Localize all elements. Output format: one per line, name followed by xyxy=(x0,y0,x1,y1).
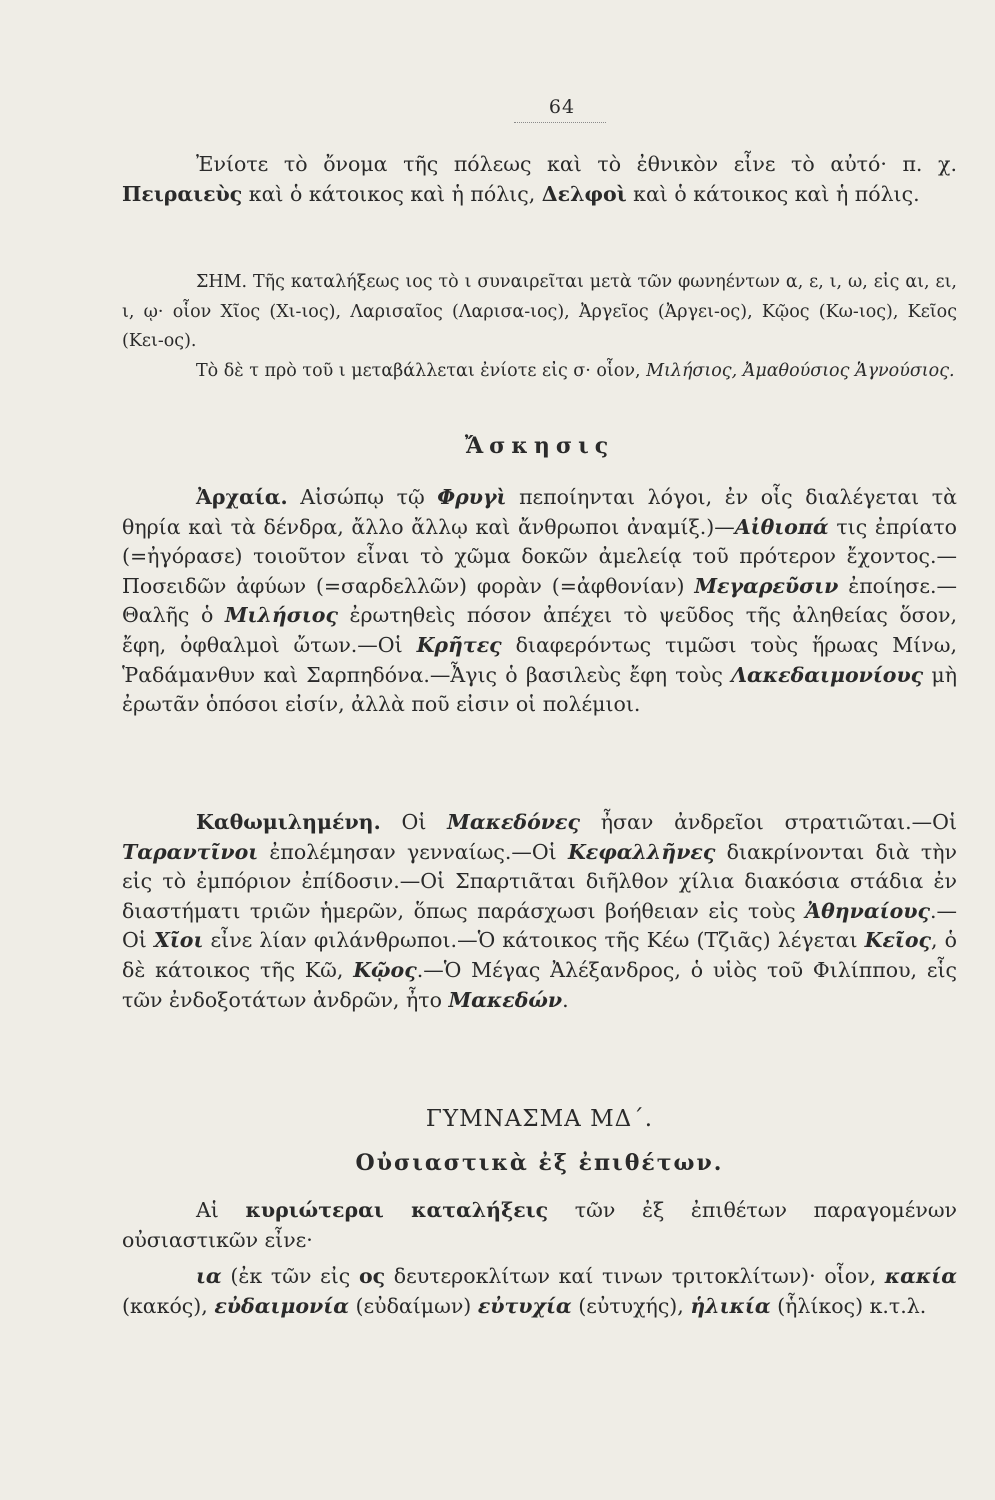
note-block xyxy=(122,268,957,386)
term-delphoi: Δελφοὶ xyxy=(541,181,627,206)
text-run: .—Ὁ Μέγας Ἀλέξανδρος, ὁ υἱὸς τοῦ Φιλίππου, εἷς τῶν ἐνδοξοτάτων ἀνδρῶν, ἦτο xyxy=(122,957,957,1012)
intro-paragraph xyxy=(122,150,957,209)
archaia-paragraph xyxy=(122,483,957,720)
text-run: τῶν ἐξ ἐπιθέτων παραγομένων οὐσιαστικῶν εἶνε· xyxy=(122,1198,957,1252)
term: Ταραντῖνοι xyxy=(122,839,259,864)
term: Κρῆτες xyxy=(416,632,502,657)
term-kyrioterai-kataleexeis: κυριώτεραι καταλήξεις xyxy=(245,1198,549,1222)
term: κακία xyxy=(884,1264,957,1289)
label-kathomiloumeni: Καθωμιλημένη. xyxy=(196,810,381,834)
text-run: ἐποίησε.—Θαλῆς ὁ xyxy=(122,573,957,628)
label-archaia: Ἀρχαία. xyxy=(196,485,288,509)
term: Μακεδών xyxy=(448,987,563,1012)
text-run: διακρίνονται διὰ τὴν εἰς τὸ ἐμπόριον ἐπίδοσιν.—Οἱ Σπαρτιᾶται διῆλθον χίλια διακόσια στάδια ἐν διαστήματι τριῶν ἡμερῶν, ὅπως παράσχωσι βοήθειαν εἰς τοὺς xyxy=(122,839,957,923)
text-run: (εὐτυχής), xyxy=(571,1293,691,1318)
text-run: μὴ ἐρωτᾶν ὁπόσοι εἰσίν, ἀλλὰ ποῦ εἰσιν οἱ πολέμιοι. xyxy=(122,662,957,717)
term: ἡλικία xyxy=(690,1293,771,1318)
note-examples: Μιλήσιος, Ἀμαθούσιος Ἁγνούσιος. xyxy=(646,360,955,381)
text-run: , ὁ δὲ κάτοικος τῆς Κῶ, xyxy=(122,928,957,982)
term: Φρυγὶ xyxy=(437,485,507,509)
text-run: Αἱ xyxy=(196,1198,246,1222)
text-run: Αἰσώπῳ τῷ xyxy=(287,485,438,509)
term: Λακεδαιμονίους xyxy=(731,662,924,687)
term: εὐτυχία xyxy=(477,1293,572,1318)
lesson-subtitle: Οὐσιαστικὰ ἐξ ἐπιθέτων. xyxy=(355,1150,724,1176)
section-title-askesis: Ἄσκησις xyxy=(464,433,615,459)
lesson-title: ΓΥΜΝΑΣΜΑ ΜΔ΄. xyxy=(425,1106,654,1132)
term: Χῖοι xyxy=(153,928,204,953)
intro-text: καὶ ὁ κάτοικος καὶ ἡ πόλις, xyxy=(242,181,542,206)
text-run: ἦσαν ἀνδρεῖοι στρατιῶται.—Οἱ xyxy=(579,810,957,834)
suffix-os: ος xyxy=(358,1264,386,1289)
term: Μακεδόνες xyxy=(447,810,580,834)
page-number: 64 xyxy=(548,96,576,118)
note-text: Τὸ δὲ τ πρὸ τοῦ ι μεταβάλλεται ἐνίοτε εἰς σ· οἷον, xyxy=(196,360,647,381)
text-run: πεποίηνται λόγοι, ἐν οἷς διαλέγεται τὰ θηρία καὶ τὰ δένδρα, ἄλλο ἄλλῳ καὶ ἄνθρωποι ἀναμίξ.)— xyxy=(122,485,957,539)
text-run: (κακός), xyxy=(122,1293,215,1318)
text-run: (ἐκ τῶν εἰς xyxy=(221,1264,359,1289)
suffix-ia: ια xyxy=(196,1264,222,1289)
text-run: (εὐδαίμων) xyxy=(348,1293,478,1318)
kathomiloumeni-paragraph xyxy=(122,808,957,1015)
text-run: (ἧλίκος) κ.τ.λ. xyxy=(770,1293,927,1318)
term: Κεῖος xyxy=(864,928,931,953)
text-run: δευτεροκλίτων καί τινων τριτοκλίτων)· οἷον, xyxy=(385,1264,885,1289)
term-peiraieus: Πειραιεὺς xyxy=(122,181,243,206)
text-run: ἐπολέμησαν γενναίως.—Οἱ xyxy=(258,839,568,864)
intro-text: καὶ ὁ κάτοικος καὶ ἡ πόλις. xyxy=(626,181,920,206)
page-number-rule xyxy=(514,122,606,123)
term: Κῷος xyxy=(353,957,417,982)
text-run: ἐρωτηθεὶς πόσον ἀπέχει τὸ ψεῦδος τῆς ἀληθείας ὅσον, ἔφη, ὀφθαλμοὶ ὤτων.—Οἱ xyxy=(122,603,957,657)
text-run: τις ἐπρίατο (=ἠγόρασε) τοιοῦτον εἶναι τὸ χῶμα δοκῶν ἀμελείᾳ τοῦ πρότερον ἔχοντος.—Ποσειδῶν ἀφύων (=σαρδελλῶν) φορὰν (=ἀφθονίαν) xyxy=(122,514,958,598)
intro-text: Ἐνίοτε τὸ ὄνομα τῆς πόλεως καὶ τὸ ἐθνικὸν εἶνε τὸ αὐτό· π. χ. xyxy=(196,152,957,176)
term: Ἀθηναίους xyxy=(805,898,930,923)
term: Μιλήσιος xyxy=(224,603,338,628)
text-run: Οἱ xyxy=(380,810,448,834)
main-paragraph xyxy=(122,1196,957,1321)
text-run: διαφερόντως τιμῶσι τοὺς ἥρωας Μίνω, Ῥαδάμανθυν καὶ Σαρπηδόνα.—Ἆγις ὁ βασιλεὺς ἔφη τοὺς xyxy=(122,632,957,687)
text-run: εἶνε λίαν φιλάνθρωποι.—Ὁ κάτοικος τῆς Κέω (Τζιᾶς) λέγεται xyxy=(203,928,865,953)
term: εὐδαιμονία xyxy=(214,1293,349,1318)
term: Αἰθιοπά xyxy=(734,514,829,539)
term: Κεφαλλῆνες xyxy=(567,839,716,864)
term: Μεγαρεῦσιν xyxy=(694,573,839,598)
text-run: . xyxy=(562,987,569,1012)
text-run: .—Οἱ xyxy=(122,898,957,953)
note-text: ΣΗΜ. Τῆς καταλήξεως ιος τὸ ι συναιρεῖται μετὰ τῶν φωνηέντων α, ε, ι, ω, εἰς αι, ει, ι, ῳ· οἷον Χῖος (Χι-ιος), Λαρισαῖος (Λαρισα-ιος), Ἀργεῖος (Ἀργει-ος), Κῷος (Κω-ιος), Κεῖος (Κει-ος). xyxy=(122,272,957,352)
